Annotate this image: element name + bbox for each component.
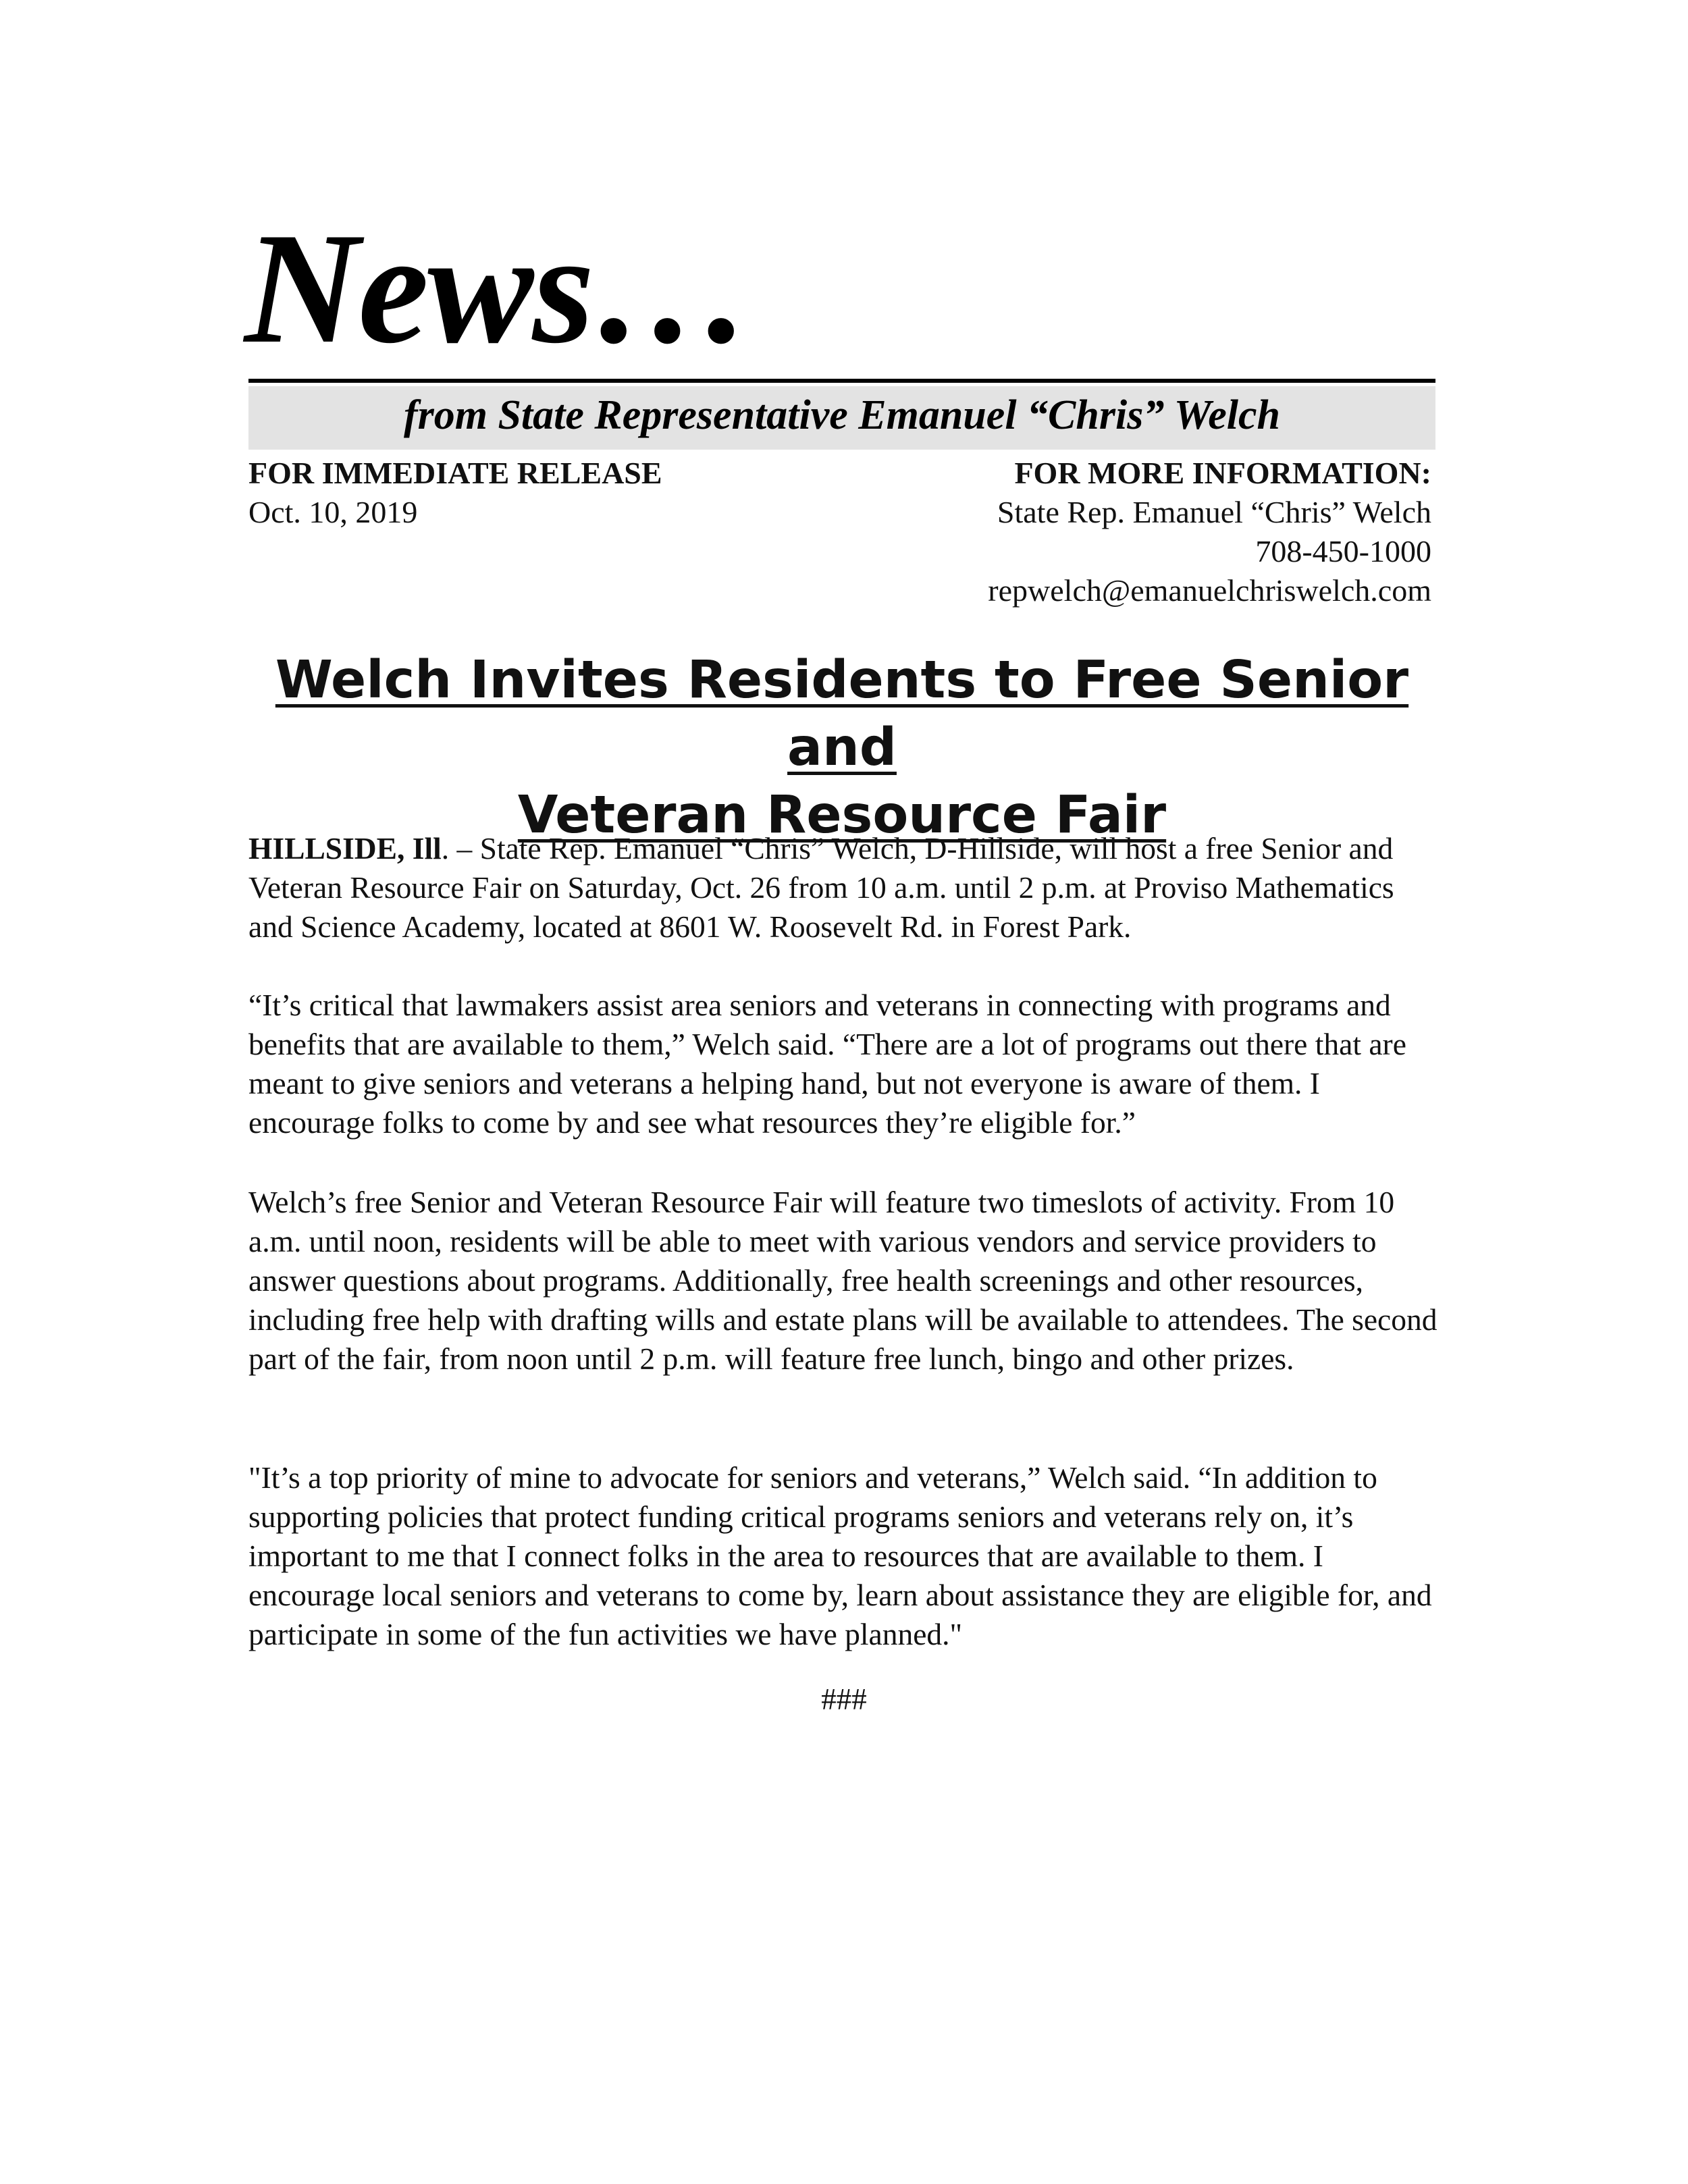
end-mark: ### <box>821 1682 867 1716</box>
release-date: Oct. 10, 2019 <box>248 495 418 529</box>
contact-phone: 708-450-1000 <box>1255 534 1431 568</box>
contact-email[interactable]: repwelch@emanuelchriswelch.com <box>988 573 1431 608</box>
contact-label: FOR MORE INFORMATION: <box>1014 456 1431 490</box>
paragraph-4: "It’s a top priority of mine to advocate for seniors and veterans,” Welch said. “In addition to supporting policies that protect funding critical programs seniors and veterans rely on, it’s important to me that I connect folks in the area to resources that are available to them. I encourage local seniors and veterans to come by, learn about assistance they are eligible for, and participate in some of the fun activities we have planned." <box>248 1460 1432 1651</box>
masthead-title: News… <box>244 201 751 377</box>
contact-name: State Rep. Emanuel “Chris” Welch <box>997 495 1431 529</box>
paragraph-1 <box>248 829 1440 947</box>
headline <box>248 647 1435 849</box>
paragraph-2: “It’s critical that lawmakers assist area seniors and veterans in connecting with programs and benefits that are available to them,” Welch said. “There are a lot of programs out there that are meant to give seniors and veterans a helping hand, but not everyone is aware of them. I encourage folks to come by and see what resources they’re eligible for.” <box>248 988 1406 1140</box>
dateline: HILLSIDE, Ill <box>248 831 442 865</box>
headline-line-2: Veteran Resource Fair <box>517 785 1167 845</box>
paragraph-1-text: . – State Rep. Emanuel “Chris” Welch, D-Hillside, will host a free Senior and Veteran Resource Fair on Saturday, Oct. 26 from 10 a.m. until 2 p.m. at Proviso Mathematics and Science Academy, located at 8601 W. Roosevelt Rd. in Forest Park. <box>248 831 1394 944</box>
masthead-rule <box>248 379 1435 383</box>
headline-line-1: Welch Invites Residents to Free Senior and <box>275 650 1409 778</box>
paragraph-3: Welch’s free Senior and Veteran Resource Fair will feature two timeslots of activity. From 10 a.m. until noon, residents will be able to meet with various vendors and service providers to answer questions about programs. Additionally, free health screenings and other resources, including free help with drafting wills and estate plans will be available to attendees. The second part of the fair, from noon until 2 p.m. will feature free lunch, bingo and other prizes. <box>248 1185 1438 1376</box>
from-line: from State Representative Emanuel “Chris” Welch <box>403 392 1281 438</box>
release-label: FOR IMMEDIATE RELEASE <box>248 456 662 490</box>
